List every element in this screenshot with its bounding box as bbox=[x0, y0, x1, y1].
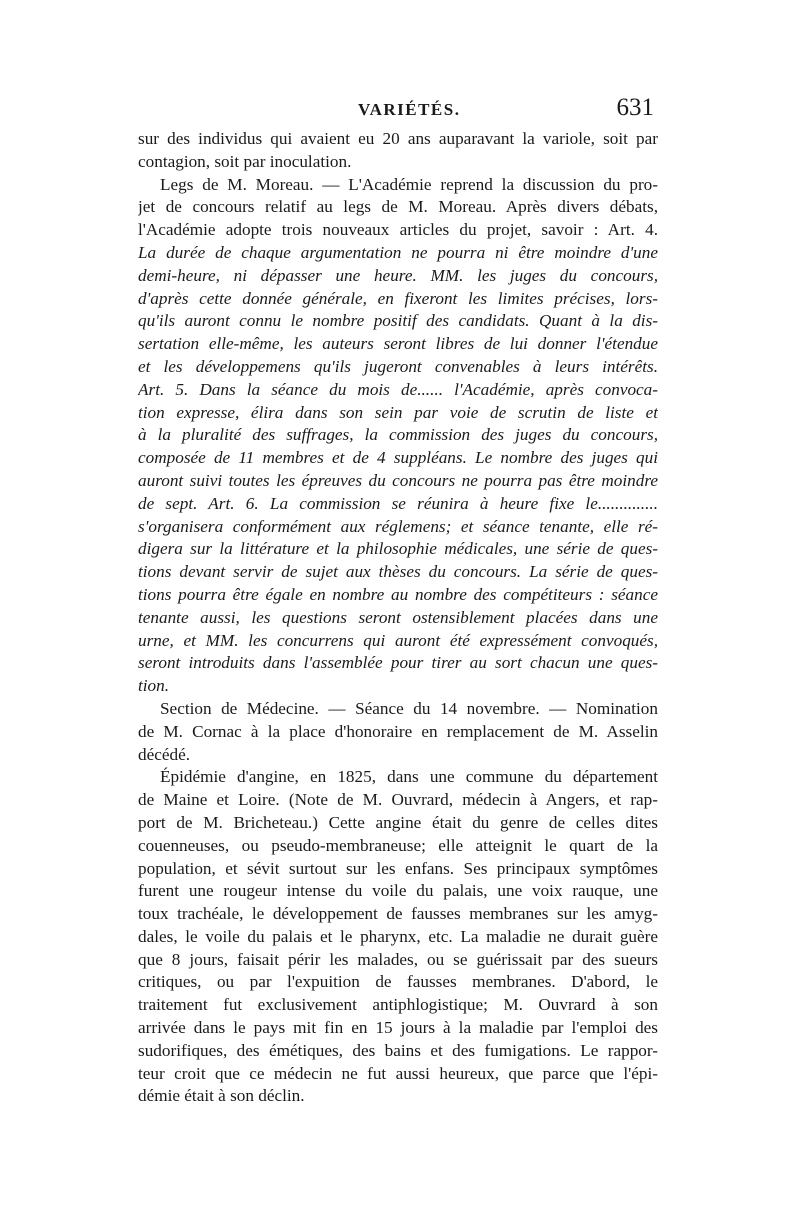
text-line: tions devant servir de sujet aux thèses du concours. La série de ques- bbox=[138, 562, 658, 582]
text-line: de sept. Art. 6. La commission se réunira à heure fixe le.............. bbox=[138, 493, 658, 513]
text-line: s'organisera conformément aux réglemens; et séance tenante, elle ré- bbox=[138, 516, 658, 536]
text-line: digera sur la littérature et la philosophie médicales, une série de ques- bbox=[138, 539, 658, 559]
paragraph-epidemie-angine bbox=[138, 766, 658, 1108]
text-line: tenante aussi, les questions seront ostensiblement placées dans une bbox=[138, 607, 658, 627]
text-line: décédé. bbox=[138, 744, 190, 764]
text-line: traitement fut exclusivement antiphlogistique; M. Ouvrard à son bbox=[138, 995, 658, 1015]
text-line: couenneuses, ou pseudo-membraneuse; elle atteignit le quart de la bbox=[138, 835, 658, 855]
text-line: arrivée dans le pays mit fin en 15 jours à la maladie par l'emploi des bbox=[138, 1018, 658, 1038]
text-line: population, et sévit surtout sur les enfans. Ses principaux symptômes bbox=[138, 858, 658, 878]
paragraph-section-medecine bbox=[138, 698, 658, 766]
text-line: et les développemens qu'ils jugeront convenables à leurs intérêts. bbox=[138, 356, 658, 376]
text-line: dales, le voile du palais et le pharynx, etc. La maladie ne durait guère bbox=[138, 926, 658, 946]
text-line: d'après cette donnée générale, en fixeront les limites précises, lors- bbox=[138, 288, 658, 308]
text-line: toux trachéale, le développement de fausses membranes sur les amyg- bbox=[138, 904, 658, 924]
text-line: de M. Cornac à la place d'honoraire en remplacement de M. Asselin bbox=[138, 721, 658, 741]
text-line: sur des individus qui avaient eu 20 ans auparavant la variole, soit par bbox=[138, 129, 658, 148]
text-line: teur croit que ce médecin ne fut aussi heureux, que parce que l'épi- bbox=[138, 1063, 658, 1083]
text-line: tion expresse, élira dans son sein par voie de scrutin de liste et bbox=[138, 402, 658, 422]
text-line: sudorifiques, des émétiques, des bains et des fumigations. Le rappor- bbox=[138, 1040, 658, 1060]
text-line: Section de Médecine. — Séance du 14 novembre. — Nomination bbox=[160, 698, 658, 718]
text-line: Épidémie d'angine, en 1825, dans une commune du département bbox=[160, 767, 658, 787]
text-line: tion. bbox=[138, 676, 170, 696]
text-line: auront suivi toutes les épreuves du concours ne pourra pas être moindre bbox=[138, 470, 658, 490]
text-line: demi-heure, ni dépasser une heure. MM. les juges du concours, bbox=[138, 265, 658, 285]
text-line: furent une rougeur intense du voile du palais, une voix rauque, une bbox=[138, 881, 658, 901]
text-line: de Maine et Loire. (Note de M. Ouvrard, médecin à Angers, et rap- bbox=[138, 790, 658, 810]
text-line: composée de 11 membres et de 4 suppléans. Le nombre des juges qui bbox=[138, 448, 658, 468]
text-line: contagion, soit par inoculation. bbox=[138, 151, 352, 171]
text-line: sertation elle-même, les auteurs seront libres de lui donner l'étendue bbox=[138, 334, 658, 354]
text-line: jet de concours relatif au legs de M. Moreau. Après divers débats, bbox=[138, 197, 658, 217]
page-body bbox=[138, 128, 658, 1108]
text-line: urne, et MM. les concurrens qui auront été expressément convoqués, bbox=[138, 630, 658, 650]
paragraph bbox=[138, 128, 658, 174]
text-line: Legs de M. Moreau. — L'Académie reprend la discussion du pro- bbox=[160, 174, 658, 194]
page-header bbox=[138, 94, 658, 130]
text-line: démie était à son déclin. bbox=[138, 1086, 305, 1106]
text-line: seront introduits dans l'assemblée pour tirer au sort chacun une ques- bbox=[138, 653, 658, 673]
text-line: port de M. Bricheteau.) Cette angine était du genre de celles dites bbox=[138, 812, 658, 832]
text-line: que 8 jours, faisait périr les malades, ou se guérissait par des sueurs bbox=[138, 949, 658, 969]
page-number: 631 bbox=[616, 94, 654, 121]
text-line: critiques, ou par l'expuition de fausses membranes. D'abord, le bbox=[138, 972, 658, 992]
text-line: Art. 5. Dans la séance du mois de...... l'Académie, après convoca- bbox=[138, 379, 658, 399]
running-title: VARIÉTÉS. bbox=[358, 100, 461, 119]
paragraph-legs-moreau bbox=[138, 174, 658, 698]
text-line: tions pourra être égale en nombre au nombre des compétiteurs : séance bbox=[138, 584, 658, 604]
text-line: qu'ils auront connu le nombre positif des candidats. Quant à la dis- bbox=[138, 311, 658, 331]
text-line: l'Académie adopte trois nouveaux articles du projet, savoir : Art. 4. bbox=[138, 220, 658, 240]
text-line: La durée de chaque argumentation ne pourra ni être moindre d'une bbox=[138, 242, 658, 262]
text-line: à la pluralité des suffrages, la commission des juges du concours, bbox=[138, 425, 658, 445]
